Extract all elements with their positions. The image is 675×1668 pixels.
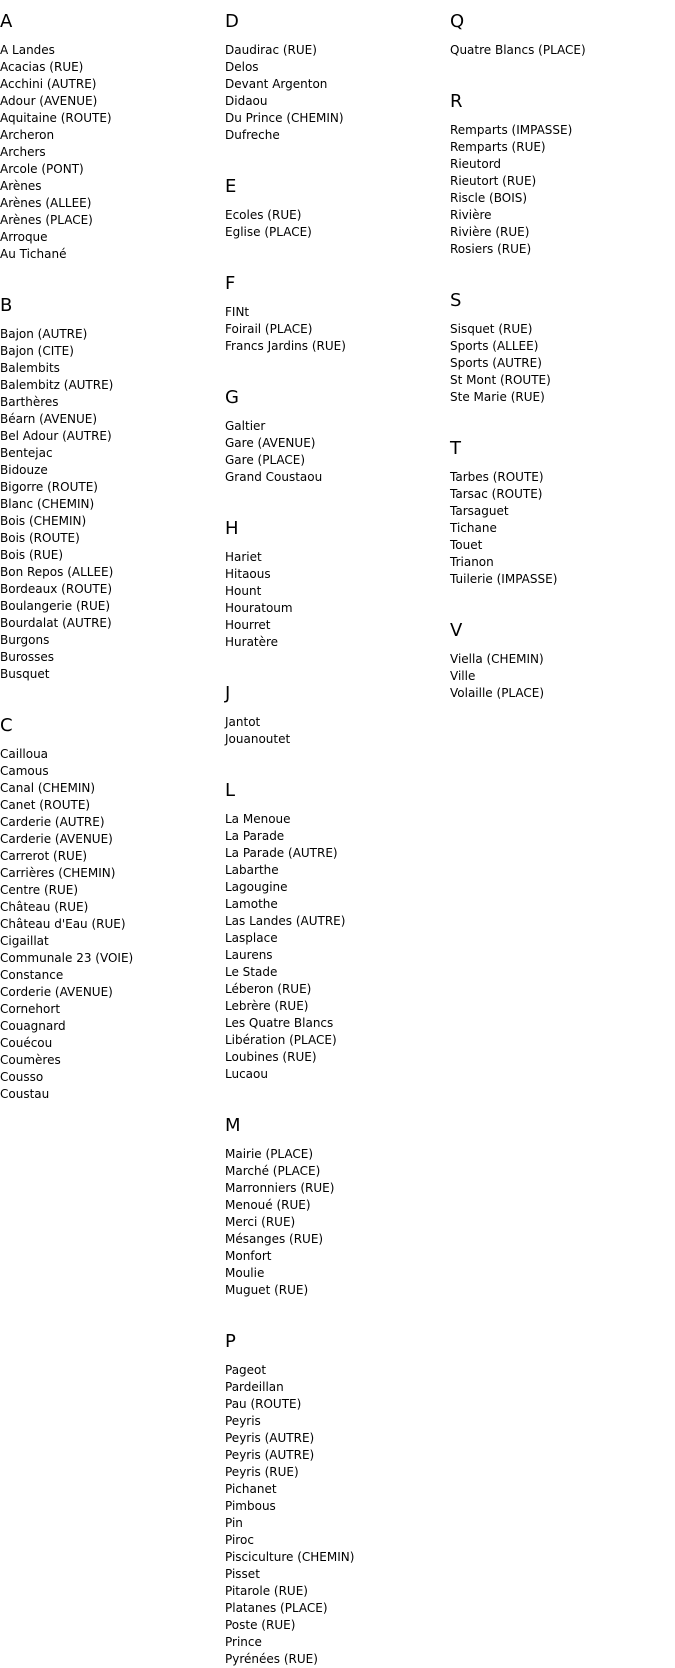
letter-group xyxy=(0,704,215,1103)
letter-heading: L xyxy=(225,780,236,801)
street-link[interactable]: Menoué (RUE) xyxy=(225,1198,311,1212)
letter-heading: S xyxy=(450,290,462,311)
street-link[interactable]: Prince xyxy=(225,1635,262,1649)
street-link[interactable]: Tichane xyxy=(450,521,497,535)
street-link[interactable]: Cornehort xyxy=(0,1002,61,1016)
street-link[interactable]: Pichanet xyxy=(225,1482,277,1496)
street-link[interactable]: Tarsac (ROUTE) xyxy=(450,487,543,501)
street-link[interactable]: Pisset xyxy=(225,1567,260,1581)
street-link[interactable]: Pitarole (RUE) xyxy=(225,1584,308,1598)
street-link[interactable]: Barthères xyxy=(0,395,59,409)
letter-heading: C xyxy=(0,715,13,736)
street-list xyxy=(225,549,440,651)
street-link[interactable]: Cigaillat xyxy=(0,934,49,948)
street-link[interactable]: Bourdalat (AUTRE) xyxy=(0,616,112,630)
street-link[interactable]: Rivière xyxy=(450,208,492,222)
street-link[interactable]: Cailloua xyxy=(0,747,49,761)
street-link[interactable]: Lagougine xyxy=(225,880,288,894)
street-link[interactable]: Bois (ROUTE) xyxy=(0,531,80,545)
letter-group xyxy=(225,769,440,1104)
street-link[interactable]: Huratère xyxy=(225,635,279,649)
letter-heading: P xyxy=(225,1331,236,1352)
street-link[interactable]: Remparts (IMPASSE) xyxy=(450,123,573,137)
street-link[interactable]: Balembits xyxy=(0,361,60,375)
group-spacer xyxy=(450,59,670,80)
street-link[interactable]: Muguet (RUE) xyxy=(225,1283,309,1297)
street-link[interactable]: Volaille (PLACE) xyxy=(450,686,545,700)
street-list xyxy=(225,714,440,748)
letter-heading: F xyxy=(225,273,236,294)
street-link[interactable]: Delos xyxy=(225,60,259,74)
street-link[interactable]: Pyrénées (RUE) xyxy=(225,1652,318,1666)
street-list xyxy=(0,42,215,263)
street-link[interactable]: Coustau xyxy=(0,1087,50,1101)
street-link[interactable]: Eglise (PLACE) xyxy=(225,225,312,239)
group-spacer xyxy=(225,241,440,262)
group-spacer xyxy=(225,651,440,672)
street-link[interactable]: Centre (RUE) xyxy=(0,883,79,897)
group-spacer xyxy=(225,144,440,165)
letter-group xyxy=(450,427,670,609)
letter-group xyxy=(225,262,440,376)
street-link[interactable]: Pin xyxy=(225,1516,243,1530)
street-link[interactable]: Ecoles (RUE) xyxy=(225,208,302,222)
street-link[interactable]: Arroque xyxy=(0,230,48,244)
street-link[interactable]: Moulie xyxy=(225,1266,265,1280)
street-link[interactable]: Burgons xyxy=(0,633,50,647)
street-link[interactable]: Le Stade xyxy=(225,965,278,979)
street-link[interactable]: Tarsaguet xyxy=(450,504,509,518)
column-1 xyxy=(0,0,215,1103)
group-spacer xyxy=(225,486,440,507)
street-link[interactable]: Château d'Eau (RUE) xyxy=(0,917,126,931)
street-link[interactable]: Platanes (PLACE) xyxy=(225,1601,328,1615)
street-link[interactable]: Hourret xyxy=(225,618,271,632)
street-link[interactable]: Bentejac xyxy=(0,446,53,460)
street-link[interactable]: Pimbous xyxy=(225,1499,276,1513)
letter-group xyxy=(225,1320,440,1668)
street-link[interactable]: Hount xyxy=(225,584,262,598)
group-spacer xyxy=(225,1083,440,1104)
street-link[interactable]: Francs Jardins (RUE) xyxy=(225,339,346,353)
street-link[interactable]: Rieutord xyxy=(450,157,502,171)
street-link[interactable]: Du Prince (CHEMIN) xyxy=(225,111,344,125)
letter-heading: H xyxy=(225,518,239,539)
street-link[interactable]: Lebrère (RUE) xyxy=(225,999,309,1013)
letter-group xyxy=(450,0,670,80)
street-list xyxy=(225,418,440,486)
street-list xyxy=(0,326,215,683)
street-link[interactable]: Tarbes (ROUTE) xyxy=(450,470,544,484)
street-link[interactable]: Archers xyxy=(0,145,46,159)
street-link[interactable]: Communale 23 (VOIE) xyxy=(0,951,134,965)
street-link[interactable]: Burosses xyxy=(0,650,54,664)
street-link[interactable]: Cousso xyxy=(0,1070,44,1084)
street-list xyxy=(450,42,670,59)
street-list xyxy=(0,746,215,1103)
street-link[interactable]: Bajon (AUTRE) xyxy=(0,327,88,341)
group-spacer xyxy=(450,588,670,609)
street-link[interactable]: Ste Marie (RUE) xyxy=(450,390,545,404)
street-link[interactable]: Bois (RUE) xyxy=(0,548,64,562)
street-link[interactable]: Peyris (RUE) xyxy=(225,1465,299,1479)
street-list xyxy=(450,122,670,258)
letter-heading: D xyxy=(225,11,239,32)
letter-heading: R xyxy=(450,91,463,112)
street-link[interactable]: Bajon (CITE) xyxy=(0,344,74,358)
street-link[interactable]: Pageot xyxy=(225,1363,267,1377)
street-link[interactable]: A Landes xyxy=(0,43,55,57)
letter-group xyxy=(225,507,440,672)
street-link[interactable]: Aquitaine (ROUTE) xyxy=(0,111,112,125)
letter-heading: Q xyxy=(450,11,465,32)
street-link[interactable]: Pardeillan xyxy=(225,1380,284,1394)
street-link[interactable]: Camous xyxy=(0,764,49,778)
street-link[interactable]: La Menoue xyxy=(225,812,291,826)
letter-group xyxy=(450,80,670,279)
street-link[interactable]: Carderie (AUTRE) xyxy=(0,815,105,829)
street-link[interactable]: Arènes (ALLEE) xyxy=(0,196,92,210)
street-link[interactable]: Couécou xyxy=(0,1036,53,1050)
street-link[interactable]: Bon Repos (ALLEE) xyxy=(0,565,114,579)
street-link[interactable]: Lamothe xyxy=(225,897,278,911)
street-link[interactable]: Acacias (RUE) xyxy=(0,60,84,74)
street-link[interactable]: Marché (PLACE) xyxy=(225,1164,321,1178)
street-link[interactable]: Sports (ALLEE) xyxy=(450,339,539,353)
street-link[interactable]: Pisciculture (CHEMIN) xyxy=(225,1550,355,1564)
street-link[interactable]: Corderie (AVENUE) xyxy=(0,985,113,999)
street-link[interactable]: Loubines (RUE) xyxy=(225,1050,317,1064)
letter-heading: M xyxy=(225,1115,241,1136)
street-link[interactable]: FINt xyxy=(225,305,250,319)
street-link[interactable]: Daudirac (RUE) xyxy=(225,43,317,57)
street-link[interactable]: Adour (AVENUE) xyxy=(0,94,98,108)
street-link[interactable]: Château (RUE) xyxy=(0,900,89,914)
group-spacer xyxy=(225,748,440,769)
letter-heading: J xyxy=(225,683,231,704)
street-link[interactable]: Balembitz (AUTRE) xyxy=(0,378,114,392)
group-spacer xyxy=(450,406,670,427)
street-link[interactable]: Sports (AUTRE) xyxy=(450,356,542,370)
street-link[interactable]: Houratoum xyxy=(225,601,293,615)
street-list xyxy=(225,1362,440,1668)
street-link[interactable]: Archeron xyxy=(0,128,55,142)
group-spacer xyxy=(0,683,215,704)
street-link[interactable]: Jantot xyxy=(225,715,261,729)
street-link[interactable]: Poste (RUE) xyxy=(225,1618,296,1632)
street-link[interactable]: Dufreche xyxy=(225,128,280,142)
street-link[interactable]: Peyris (AUTRE) xyxy=(225,1448,315,1462)
street-link[interactable]: Hitaous xyxy=(225,567,271,581)
letter-group xyxy=(450,279,670,427)
letter-heading: A xyxy=(0,11,13,32)
letter-heading: B xyxy=(0,295,13,316)
street-link[interactable]: Les Quatre Blancs xyxy=(225,1016,334,1030)
group-spacer xyxy=(225,355,440,376)
letter-group xyxy=(225,165,440,262)
street-link[interactable]: Gare (PLACE) xyxy=(225,453,306,467)
street-link[interactable]: Monfort xyxy=(225,1249,272,1263)
street-link[interactable]: Blanc (CHEMIN) xyxy=(0,497,95,511)
street-link[interactable]: Carrerot (RUE) xyxy=(0,849,88,863)
street-link[interactable]: Pau (ROUTE) xyxy=(225,1397,302,1411)
group-spacer xyxy=(450,258,670,279)
street-link[interactable]: Quatre Blancs (PLACE) xyxy=(450,43,586,57)
street-link[interactable]: Rivière (RUE) xyxy=(450,225,530,239)
street-link[interactable]: Galtier xyxy=(225,419,266,433)
group-spacer xyxy=(0,263,215,284)
street-link[interactable]: Canet (ROUTE) xyxy=(0,798,91,812)
letter-group xyxy=(0,0,215,284)
street-list xyxy=(450,469,670,588)
street-link[interactable]: Jouanoutet xyxy=(225,732,291,746)
column-3 xyxy=(450,0,670,702)
street-link[interactable]: Marronniers (RUE) xyxy=(225,1181,335,1195)
street-link[interactable]: Foirail (PLACE) xyxy=(225,322,313,336)
street-link[interactable]: Gare (AVENUE) xyxy=(225,436,316,450)
street-list xyxy=(225,42,440,144)
street-link[interactable]: Léberon (RUE) xyxy=(225,982,312,996)
letter-heading: T xyxy=(450,438,461,459)
street-link[interactable]: Bordeaux (ROUTE) xyxy=(0,582,113,596)
letter-group xyxy=(225,376,440,507)
street-link[interactable]: Coumères xyxy=(0,1053,61,1067)
street-link[interactable]: Rosiers (RUE) xyxy=(450,242,532,256)
street-link[interactable]: Las Landes (AUTRE) xyxy=(225,914,346,928)
street-link[interactable]: Peyris xyxy=(225,1414,261,1428)
street-link[interactable]: Arcole (PONT) xyxy=(0,162,84,176)
street-link[interactable]: Bidouze xyxy=(0,463,48,477)
letter-group xyxy=(0,284,215,704)
letter-group xyxy=(225,1104,440,1320)
street-link[interactable]: Lucaou xyxy=(225,1067,268,1081)
letter-group xyxy=(225,672,440,769)
street-link[interactable]: Boulangerie (RUE) xyxy=(0,599,111,613)
street-link[interactable]: Didaou xyxy=(225,94,268,108)
street-link[interactable]: Arènes xyxy=(0,179,42,193)
street-link[interactable]: Piroc xyxy=(225,1533,254,1547)
street-link[interactable]: Devant Argenton xyxy=(225,77,328,91)
street-link[interactable]: St Mont (ROUTE) xyxy=(450,373,551,387)
letter-heading: V xyxy=(450,620,463,641)
street-link[interactable]: La Parade xyxy=(225,829,285,843)
street-link[interactable]: Bel Adour (AUTRE) xyxy=(0,429,112,443)
street-list xyxy=(225,207,440,241)
street-link[interactable]: Carderie (AVENUE) xyxy=(0,832,113,846)
street-link[interactable]: Grand Coustaou xyxy=(225,470,323,484)
street-link[interactable]: Merci (RUE) xyxy=(225,1215,296,1229)
street-link[interactable]: Bigorre (ROUTE) xyxy=(0,480,98,494)
street-link[interactable]: Mairie (PLACE) xyxy=(225,1147,314,1161)
street-list xyxy=(450,321,670,406)
street-link[interactable]: Bois (CHEMIN) xyxy=(0,514,87,528)
street-link[interactable]: Arènes (PLACE) xyxy=(0,213,93,227)
street-list xyxy=(225,811,440,1083)
letter-group xyxy=(225,0,440,165)
column-2 xyxy=(225,0,440,1668)
street-link[interactable]: Au Tichané xyxy=(0,247,67,261)
letter-heading: E xyxy=(225,176,237,197)
street-link[interactable]: Viella (CHEMIN) xyxy=(450,652,544,666)
street-link[interactable]: Couagnard xyxy=(0,1019,66,1033)
group-spacer xyxy=(225,1299,440,1320)
street-link[interactable]: Mésanges (RUE) xyxy=(225,1232,324,1246)
street-link[interactable]: Constance xyxy=(0,968,64,982)
street-list xyxy=(225,304,440,355)
street-link[interactable]: Touet xyxy=(450,538,483,552)
street-link[interactable]: Labarthe xyxy=(225,863,279,877)
street-link[interactable]: Rieutort (RUE) xyxy=(450,174,537,188)
street-link[interactable]: Lasplace xyxy=(225,931,278,945)
street-link[interactable]: Béarn (AVENUE) xyxy=(0,412,98,426)
street-link[interactable]: Remparts (RUE) xyxy=(450,140,546,154)
street-link[interactable]: Libération (PLACE) xyxy=(225,1033,337,1047)
street-link[interactable]: Canal (CHEMIN) xyxy=(0,781,96,795)
letter-group xyxy=(450,609,670,702)
street-link[interactable]: Ville xyxy=(450,669,476,683)
street-link[interactable]: Acchini (AUTRE) xyxy=(0,77,97,91)
street-link[interactable]: Sisquet (RUE) xyxy=(450,322,533,336)
street-list xyxy=(450,651,670,702)
street-link[interactable]: Trianon xyxy=(450,555,494,569)
street-link[interactable]: Carrières (CHEMIN) xyxy=(0,866,116,880)
street-link[interactable]: Peyris (AUTRE) xyxy=(225,1431,315,1445)
street-link[interactable]: Riscle (BOIS) xyxy=(450,191,528,205)
street-link[interactable]: Busquet xyxy=(0,667,50,681)
street-list xyxy=(225,1146,440,1299)
street-link[interactable]: Laurens xyxy=(225,948,273,962)
street-link[interactable]: La Parade (AUTRE) xyxy=(225,846,338,860)
street-link[interactable]: Tuilerie (IMPASSE) xyxy=(450,572,558,586)
street-link[interactable]: Hariet xyxy=(225,550,262,564)
letter-heading: G xyxy=(225,387,239,408)
